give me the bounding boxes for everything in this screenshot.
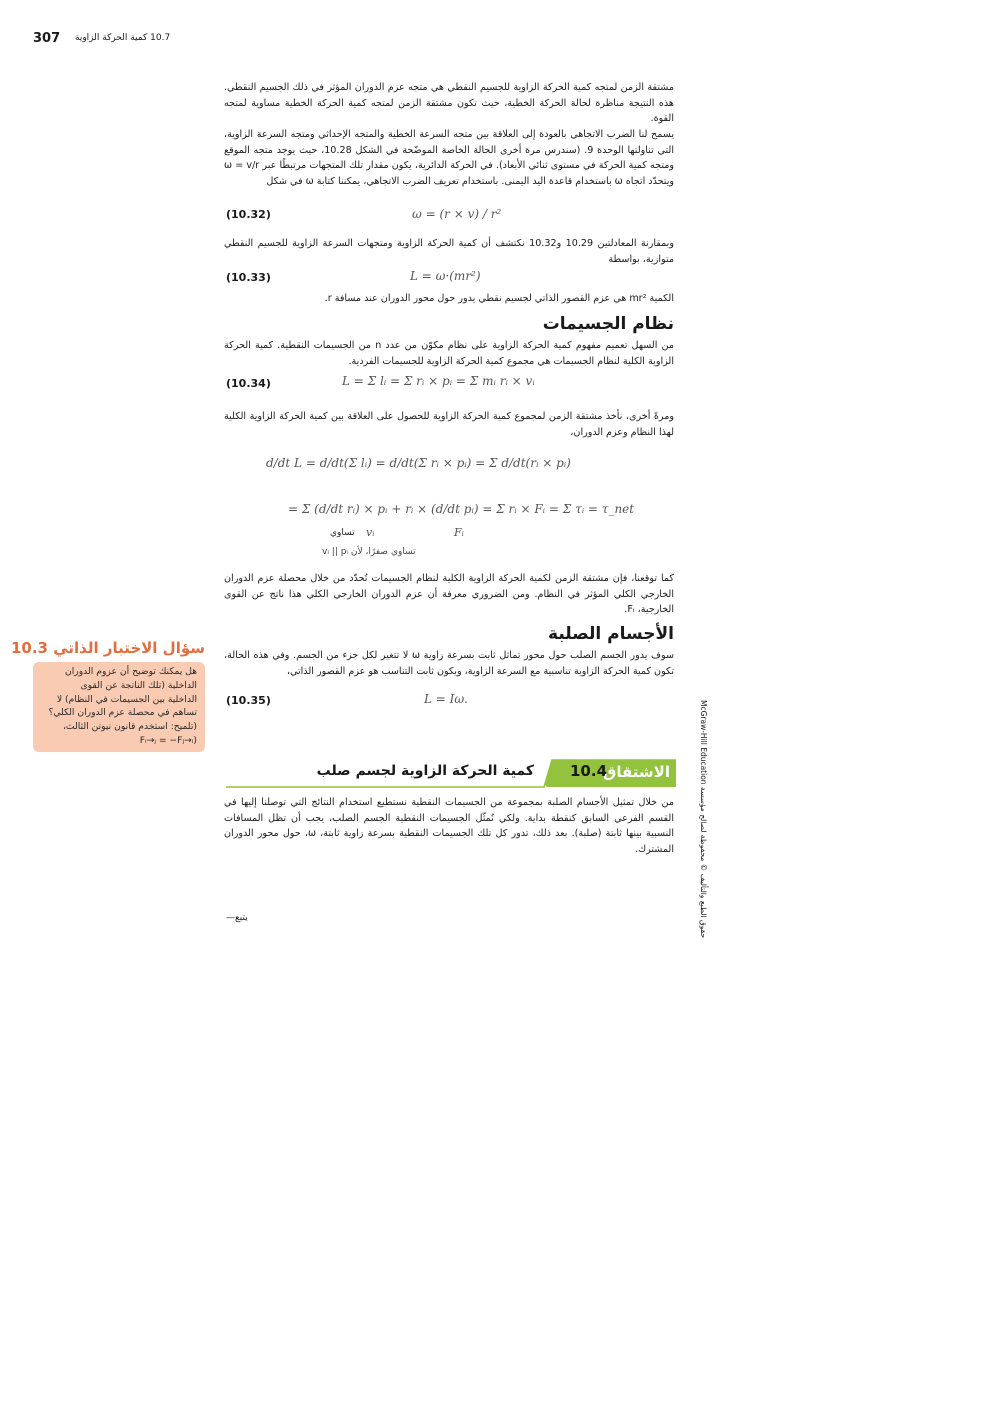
self-test-line-4: تساهم في محصلة عزم الدوران الكلي؟ xyxy=(48,707,197,719)
derivation-line-1: d/dt L = d/dt(Σ lᵢ) = d/dt(Σ rᵢ × pᵢ) = Σ d/dt(rᵢ × pᵢ) xyxy=(266,456,571,470)
self-test-line-5: (تلميح: استخدم قانون نيوتن الثالث، xyxy=(62,721,197,733)
equation-number-10-34: (10.34) xyxy=(226,377,271,390)
self-test-line-3: الداخلية بين الجسيمات في النظام) لا xyxy=(56,693,197,705)
self-test-line-1: هل يمكنك توضيح أن عزوم الدوران xyxy=(65,666,197,677)
paragraph-external-torque: كما توقعنا، فإن مشتقة الزمن لكمية الحركة الزاوية الكلية لنظام الجسيمات تُحدّد من خلال محصلة عزم الدوران الخارجي الكلي المؤثر في النظام. ومن الضروري معرفة أن عزم الدوران الخارجي الكلي هذا ناتج عن القوى الخارجية، Fᵢ. xyxy=(224,573,674,616)
derivation-header xyxy=(226,758,676,788)
self-test-line-6: (Fᵢ→ⱼ = −Fⱼ→ᵢ xyxy=(139,734,197,746)
derivation-title: كمية الحركة الزاوية لجسم صلب xyxy=(316,763,534,779)
page-number: 307 xyxy=(33,31,61,46)
paragraph-torque-derivative: مشتقة الزمن لمتجه كمية الحركة الزاوية للجسيم النقطي هي متجه عزم الدوران المؤثر في ذلك الجسيم النقطي. هذه النتيجة مناظرة لحالة الحركة الخطية، حيث تكون مشتقة الزمن لمتجه كمية الحركة الخطية مساوية لمتجه القوة. xyxy=(224,82,674,125)
equation-10-35: L = Iω. xyxy=(424,692,468,706)
self-test-title: سؤال الاختبار الذاتي 10.3 xyxy=(10,639,205,657)
derivation-label: الاشتقاق xyxy=(602,763,670,781)
equation-number-10-35: (10.35) xyxy=(226,694,271,707)
paragraph-comparison: وبمقارنة المعادلتين 10.29 و10.32 نكتشف أن كمية الحركة الزاوية ومتجهات السرعة الزاوية للجسيم النقطي متوازية، بواسطة xyxy=(224,238,674,265)
equation-number-10-33: (10.33) xyxy=(226,271,271,284)
heading-rigid-bodies: الأجسام الصلبة xyxy=(548,624,674,644)
equation-number-10-32: (10.32) xyxy=(226,208,271,221)
paragraph-cross-product: يسمح لنا الضرب الاتجاهي بالعودة إلى العلاقة بين متجه السرعة الخطية والمتجه الإحداثي ومتجه السرعة الزاوية، التي تناولتها الوحدة 9. (سندرس مرة أخرى الحالة الخاصة الموضّحة في الشكل 10.28، حيث يوجد متجه الموقع ومتجه كمية الحركة في مستوى ثنائي الأبعاد). في الحركة الدائرية، يكون مقدار تلك المتجهات مرتبطًا عبر ω = v/r ويتحدّد اتجاه ω باستخدام قاعدة اليد اليمنى. باستخدام تعريف الضرب الاتجاهي، يمكننا كتابة ω في شكل xyxy=(224,129,674,187)
continues-label: يتبع— xyxy=(226,913,248,923)
underbrace-equal-label: تساوي xyxy=(330,528,355,538)
heading-systems-of-particles: نظام الجسيمات xyxy=(542,314,674,334)
side-credit: McGraw-Hill Education حقوق الطبع والتأليف © محفوظة لصالح مؤسسة xyxy=(699,700,708,939)
paragraph-time-derivative: ومرةً أخرى، نأخذ مشتقة الزمن لمجموع كمية الحركة الزاوية للحصول على العلاقة بين كمية الحركة الزاوية الكلية لهذا النظام وعزم الدوران، xyxy=(224,411,674,438)
derivation-number: 10.4 xyxy=(570,762,608,780)
derivation-line-2: = Σ (d/dt rᵢ) × pᵢ + rᵢ × (d/dt pᵢ) = Σ rᵢ × Fᵢ = Σ τᵢ = τ_net xyxy=(288,502,635,516)
paragraph-rigid-body: سوف يدور الجسم الصلب حول محور تماثل ثابت بسرعة زاوية ω لا تتغير لكل جزء من الجسم. وفي هذه الحالة، تكون كمية الحركة الزاوية تناسبية مع السرعة الزاوية، ويكون ثابت التناسب هو عزم القصور الذاتي، xyxy=(224,650,674,677)
paragraph-moment-inertia: الكمية mr² هي عزم القصور الذاتي لجسيم نقطي يدور حول محور الدوران عند مسافة r. xyxy=(324,293,674,304)
paragraph-rigid-derivation: من خلال تمثيل الأجسام الصلبة بمجموعة من الجسيمات النقطية نستطيع استخدام النتائج التي توصلنا إليها في القسم الفرعي السابق كنقطة بداية. ولكي تُمثّل الجسيمات النقطية الجسم الصلب، يجب أن تظل المسافات النسبية بينها ثابتة (صلبة). بعد ذلك، تدور كل تلك الجسيمات النقطية بسرعة زاوية ثابتة، ω، حول محور الدوران المشترك. xyxy=(224,797,674,855)
self-test-box xyxy=(33,662,205,752)
underbrace-zero-label: تساوي صفرًا، لأن vᵢ || pᵢ xyxy=(322,547,416,557)
underbrace-force: Fᵢ xyxy=(454,526,464,539)
underbrace-velocity: vᵢ xyxy=(366,526,375,539)
equation-10-33: L = ω·(mr²) xyxy=(410,269,481,283)
paragraph-system-definition: من السهل تعميم مفهوم كمية الحركة الزاوية على نظام مكوّن من عدد n من الجسيمات النقطية. كمية الحركة الزاوية الكلية لنظام الجسيمات هي مجموع كمية الحركة الزاوية للجسيمات الفردية. xyxy=(224,340,674,367)
self-test-line-2: الداخلية (تلك الناتجة عن القوى xyxy=(80,679,197,691)
equation-10-34: L = Σ lᵢ = Σ rᵢ × pᵢ = Σ mᵢ rᵢ × vᵢ xyxy=(342,374,535,388)
running-header: 10.7 كمية الحركة الزاوية xyxy=(75,33,171,43)
equation-10-32: ω = (r × v) / r² xyxy=(412,207,502,221)
